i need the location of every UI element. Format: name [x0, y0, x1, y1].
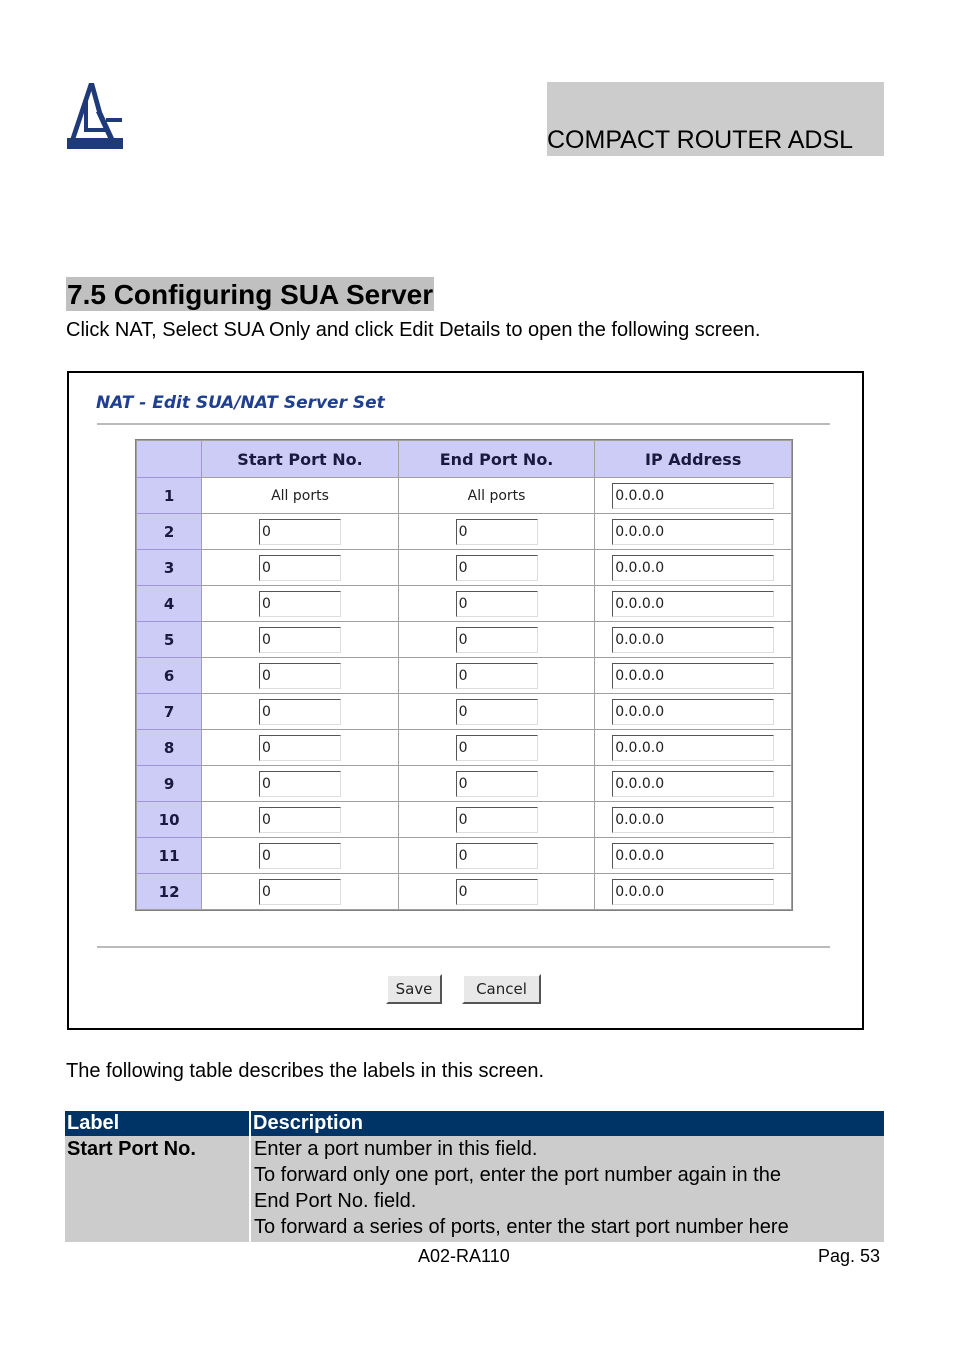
table-row	[65, 1136, 884, 1242]
start-port-cell	[202, 550, 398, 585]
column-header: IP Address	[595, 441, 791, 477]
row-number: 4	[137, 586, 201, 621]
start-port-input[interactable]	[259, 555, 341, 581]
start-port-input[interactable]	[259, 807, 341, 833]
start-port-input[interactable]	[259, 663, 341, 689]
start-port-input[interactable]	[259, 771, 341, 797]
end-port-input[interactable]	[456, 771, 538, 797]
end-port-cell	[399, 802, 595, 837]
end-port-input[interactable]	[456, 519, 538, 545]
product-title-box	[547, 82, 884, 156]
end-port-cell	[399, 766, 595, 801]
section-heading: 7.5 Configuring SUA Server	[67, 279, 434, 310]
ip-address-input[interactable]	[612, 519, 774, 545]
row-number: 11	[137, 838, 201, 873]
column-header: End Port No.	[399, 441, 595, 477]
table-row	[137, 838, 791, 873]
start-port-input[interactable]	[259, 627, 341, 653]
end-port-input[interactable]	[456, 591, 538, 617]
ip-address-input[interactable]	[612, 555, 774, 581]
ip-address-cell	[595, 586, 791, 621]
start-port-cell	[202, 622, 398, 657]
row-number: 1	[137, 478, 201, 513]
row-label: Start Port No.	[65, 1136, 249, 1242]
ip-address-input[interactable]	[612, 843, 774, 869]
table-row	[137, 514, 791, 549]
end-port-cell	[399, 730, 595, 765]
row-number: 5	[137, 622, 201, 657]
row-number: 9	[137, 766, 201, 801]
product-title: COMPACT ROUTER ADSL	[547, 126, 854, 154]
ip-address-input[interactable]	[612, 807, 774, 833]
end-port-cell	[399, 694, 595, 729]
start-port-input[interactable]	[259, 843, 341, 869]
row-description	[251, 1136, 884, 1242]
footer-doc-code: A02-RA110	[418, 1246, 510, 1266]
description-line: To forward only one port, enter the port number again in the	[254, 1164, 781, 1186]
ip-address-input[interactable]	[612, 663, 774, 689]
table-row	[137, 550, 791, 585]
end-port-input[interactable]	[456, 843, 538, 869]
ip-address-input[interactable]	[612, 879, 774, 905]
start-port-cell	[202, 658, 398, 693]
ip-address-input[interactable]	[612, 627, 774, 653]
table-row	[137, 586, 791, 621]
atlantis-logo	[66, 82, 124, 150]
ip-address-cell	[595, 514, 791, 549]
start-port-input[interactable]	[259, 519, 341, 545]
end-port-cell	[399, 586, 595, 621]
sua-server-table	[135, 439, 793, 911]
start-port-cell	[202, 838, 398, 873]
save-button[interactable]: Save	[386, 974, 442, 1004]
ip-address-cell	[595, 838, 791, 873]
ip-address-cell	[595, 694, 791, 729]
row-number: 8	[137, 730, 201, 765]
end-port-input[interactable]	[456, 879, 538, 905]
ip-address-cell	[595, 730, 791, 765]
desc-header-row	[65, 1111, 884, 1136]
row-number: 12	[137, 874, 201, 909]
ip-address-cell	[595, 622, 791, 657]
divider	[97, 946, 830, 948]
footer-page-number: Pag. 53	[818, 1246, 881, 1266]
nat-edit-screenshot	[67, 371, 864, 1030]
table-row	[137, 874, 791, 909]
start-port-text: All ports	[202, 478, 398, 513]
row-number: 3	[137, 550, 201, 585]
start-port-cell	[202, 766, 398, 801]
table-row	[137, 766, 791, 801]
start-port-cell	[202, 802, 398, 837]
end-port-cell	[399, 622, 595, 657]
row-number: 6	[137, 658, 201, 693]
end-port-input[interactable]	[456, 735, 538, 761]
column-header	[137, 441, 201, 477]
table-row	[137, 658, 791, 693]
start-port-cell	[202, 694, 398, 729]
ip-address-cell	[595, 658, 791, 693]
start-port-input[interactable]	[259, 699, 341, 725]
row-number: 7	[137, 694, 201, 729]
end-port-input[interactable]	[456, 627, 538, 653]
end-port-input[interactable]	[456, 807, 538, 833]
end-port-input[interactable]	[456, 699, 538, 725]
ip-address-input[interactable]	[612, 483, 774, 509]
table-row	[137, 478, 791, 513]
start-port-cell	[202, 730, 398, 765]
ip-address-cell	[595, 550, 791, 585]
end-port-cell	[399, 838, 595, 873]
cancel-button[interactable]: Cancel	[462, 974, 541, 1004]
table-row	[137, 622, 791, 657]
end-port-cell	[399, 550, 595, 585]
row-number: 2	[137, 514, 201, 549]
column-header: Start Port No.	[202, 441, 398, 477]
start-port-cell	[202, 514, 398, 549]
end-port-cell	[399, 658, 595, 693]
ip-address-input[interactable]	[612, 699, 774, 725]
start-port-cell	[202, 586, 398, 621]
start-port-cell	[202, 874, 398, 909]
end-port-input[interactable]	[456, 555, 538, 581]
row-number: 10	[137, 802, 201, 837]
start-port-input[interactable]	[259, 591, 341, 617]
end-port-text: All ports	[399, 478, 595, 513]
end-port-cell	[399, 514, 595, 549]
description-line: End Port No. field.	[254, 1190, 417, 1212]
description-table	[63, 1111, 886, 1242]
intro-text: Click NAT, Select SUA Only and click Edit Details to open the following screen.	[66, 319, 761, 341]
description-line: Enter a port number in this field.	[254, 1138, 538, 1160]
end-port-input[interactable]	[456, 663, 538, 689]
table-row	[137, 730, 791, 765]
description-column-header: Description	[251, 1111, 884, 1136]
ip-address-cell	[595, 874, 791, 909]
table-row	[137, 694, 791, 729]
ip-address-cell	[595, 802, 791, 837]
end-port-cell	[399, 874, 595, 909]
divider	[97, 423, 830, 425]
ip-address-cell	[595, 478, 791, 513]
ip-address-input[interactable]	[612, 591, 774, 617]
description-line: To forward a series of ports, enter the start port number here	[254, 1216, 789, 1238]
table-header-row	[137, 441, 791, 477]
table-row	[137, 802, 791, 837]
ip-address-cell	[595, 766, 791, 801]
start-port-input[interactable]	[259, 879, 341, 905]
label-column-header: Label	[65, 1111, 249, 1136]
table-intro: The following table describes the labels in this screen.	[66, 1060, 545, 1082]
start-port-input[interactable]	[259, 735, 341, 761]
screen-title: NAT - Edit SUA/NAT Server Set	[96, 393, 385, 413]
ip-address-input[interactable]	[612, 735, 774, 761]
ip-address-input[interactable]	[612, 771, 774, 797]
